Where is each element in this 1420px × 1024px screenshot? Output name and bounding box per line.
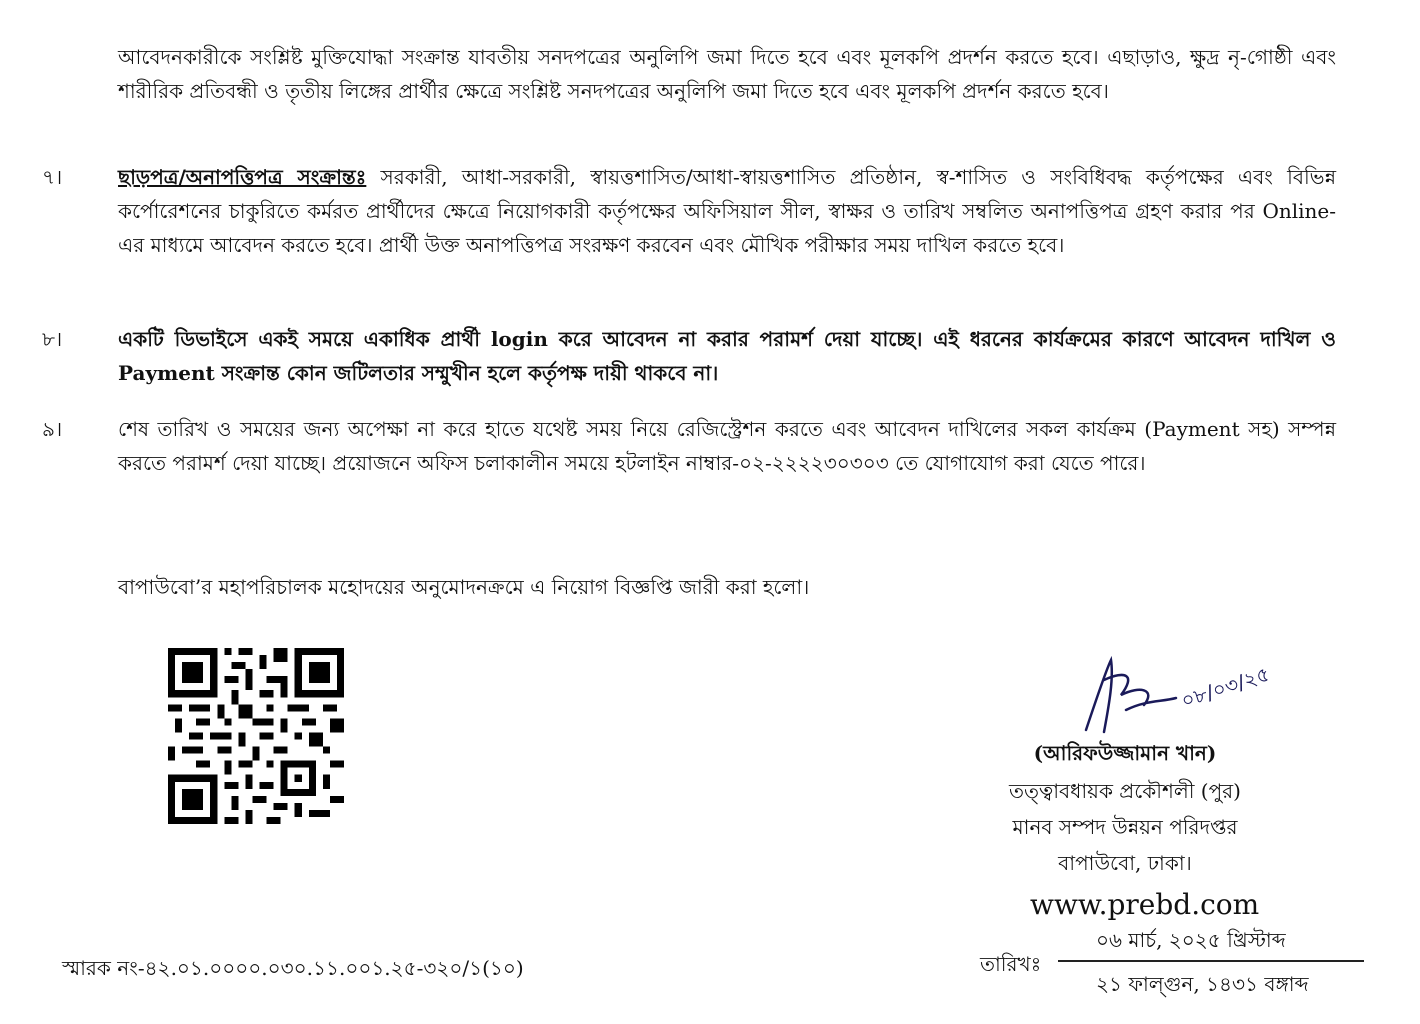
signatory-office: মানব সম্পদ উন্নয়ন পরিদপ্তর	[1012, 815, 1238, 839]
date-bangla: ২১ ফাল্গুন, ১৪৩১ বঙ্গাব্দ	[1096, 972, 1309, 996]
item-9-paragraph: শেষ তারিখ ও সময়ের জন্য অপেক্ষা না করে হাতে যথেষ্ট সময় নিয়ে রেজিস্ট্রেশন করতে এবং আবেদন দাখিলের সকল কার্যক্রম (Payment সহ) সম্পন্ন করতে পরামর্শ দেয়া যাচ্ছে। প্রয়োজনে অফিস চলাকালীন সময়ে হটলাইন নাম্বার-০২-২২২২৩০৩০৩ তে যোগাযোগ করা যেতে পারে।	[118, 417, 1336, 475]
watermark-url: www.prebd.com	[1030, 888, 1260, 921]
date-divider	[1058, 960, 1364, 962]
item-8-number: ৮।	[42, 327, 63, 351]
item-7-heading: ছাড়পত্র/অনাপত্তিপত্র সংক্রান্তঃ	[118, 165, 367, 189]
item-7-number: ৭।	[42, 165, 63, 189]
signature	[1066, 640, 1286, 740]
date-label: তারিখঃ	[980, 952, 1042, 976]
signatory-designation: তত্ত্বাবধায়ক প্রকৌশলী (পুর)	[1009, 779, 1241, 803]
signatory-place: বাপাউবো, ঢাকা।	[1058, 851, 1192, 875]
item-7-paragraph	[118, 160, 1336, 262]
intro-paragraph: আবেদনকারীকে সংশ্লিষ্ট মুক্তিযোদ্ধা সংক্রান্ত যাবতীয় সনদপত্রের অনুলিপি জমা দিতে হবে এবং মূলকপি প্রদর্শন করতে হবে। এছাড়াও, ক্ষুদ্র নৃ-গোষ্ঠী এবং শারীরিক প্রতিবন্ধী ও তৃতীয় লিঙ্গের প্রার্থীর ক্ষেত্রে সংশ্লিষ্ট সনদপত্রের অনুলিপি জমা দিতে হবে এবং মূলকপি প্রদর্শন করতে হবে।	[118, 45, 1336, 103]
date-gregorian: ০৬ মার্চ, ২০২৫ খ্রিস্টাব্দ	[1096, 928, 1286, 952]
approval-text: বাপাউবো’র মহাপরিচালক মহোদয়ের অনুমোদনক্রমে এ নিয়োগ বিজ্ঞপ্তি জারী করা হলো।	[118, 575, 810, 599]
signatory-name: (আরিফউজ্জামান খান)	[1033, 741, 1217, 765]
item-8-paragraph: একটি ডিভাইসে একই সময়ে একাধিক প্রার্থী login করে আবেদন না করার পরামর্শ দেয়া যাচ্ছে। এই ধরনের কার্যক্রমের কারণে আবেদন দাখিল ও Payment সংক্রান্ত কোন জটিলতার সম্মুখীন হলে কর্তৃপক্ষ দায়ী থাকবে না।	[118, 327, 1336, 385]
item-9-number: ৯।	[42, 417, 63, 441]
signature-date: ০৮/০৩/২৫	[1178, 661, 1273, 713]
item-7-text: সরকারী, আধা-সরকারী, স্বায়ত্তশাসিত/আধা-স্বায়ত্তশাসিত প্রতিষ্ঠান, স্ব-শাসিত ও সংবিধিবদ্ধ কর্তৃপক্ষের এবং বিভিন্ন কর্পোরেশনের চাকুরিতে কর্মরত প্রার্থীদের ক্ষেত্রে নিয়োগকারী কর্তৃপক্ষের অফিসিয়াল সীল, স্বাক্ষর ও তারিখ সম্বলিত অনাপত্তিপত্র গ্রহণ করার পর Online-এর মাধ্যমে আবেদন করতে হবে। প্রার্থী উক্ত অনাপত্তিপত্র সংরক্ষণ করবেন এবং মৌখিক পরীক্ষার সময় দাখিল করতে হবে।	[118, 165, 1336, 257]
memo-number: স্মারক নং-৪২.০১.০০০০.০৩০.১১.০০১.২৫-৩২০/১(১০)	[62, 956, 524, 980]
qr-code	[168, 648, 344, 824]
